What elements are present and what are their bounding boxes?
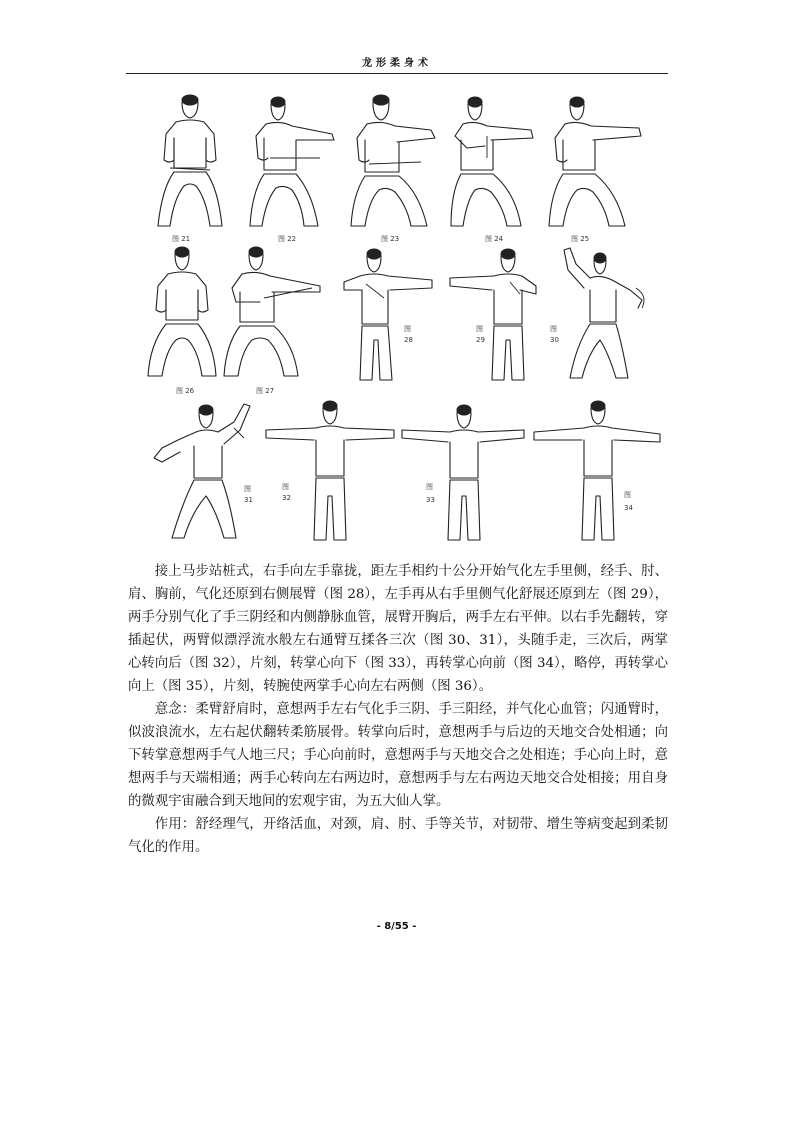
figure-31	[140, 396, 260, 546]
figure-32-label-top: 图	[282, 483, 289, 491]
figure-31-drawing	[140, 396, 260, 546]
figure-29-label-top: 图	[476, 325, 483, 333]
figure-27-drawing	[220, 240, 330, 390]
figure-34	[530, 396, 665, 546]
figure-24	[445, 88, 545, 243]
figure-32-label-num: 32	[282, 494, 291, 502]
figure-25-label: 图 25	[571, 235, 590, 243]
figure-30-drawing	[550, 240, 665, 390]
figure-29-label-num: 29	[476, 336, 485, 344]
figure-33-drawing	[400, 396, 530, 546]
figure-21-label: 图 21	[172, 235, 191, 243]
figure-32	[260, 396, 400, 546]
figure-33-label-num: 33	[426, 496, 435, 504]
figure-34-label-top: 图	[624, 491, 631, 499]
figure-25-drawing	[545, 88, 655, 238]
figure-29-drawing	[440, 240, 550, 390]
figure-28-label-num: 28	[404, 336, 413, 344]
figure-27	[220, 240, 330, 395]
paragraph-instructions: 接上马步站桩式，右手向左手靠拢，距左手相约十公分开始气化左手里侧，经手、肘、肩、胸前，气化还原到右侧展臂（图 28），左手再从右手里侧气化舒展还原到左（图 29），两手分别气化了手三阴经和内侧静脉血管，展臂开胸后，两手左右平伸。以右手先翻转，穿插起伏，两臂似漂浮流水般左右通臂互揉各三次（图 30、31），头随手走，三次后，两掌心转向后（图 32），片刻，转掌心向下（图 33），再转掌心向前（图 34），略停，再转掌心向上（图 35），片刻，转腕使两掌手心向左右两侧（图 36）。	[128, 564, 668, 694]
page-number: - 8/55 -	[376, 921, 417, 932]
figure-21	[140, 88, 240, 243]
figure-31-label-num: 31	[244, 496, 253, 504]
figure-32-drawing	[260, 396, 400, 546]
header-title: 龙形柔身术	[362, 58, 432, 69]
figure-30	[550, 240, 665, 390]
figure-grid	[140, 88, 670, 548]
figure-30-label-top: 图	[550, 325, 557, 333]
figure-30-label-num: 30	[550, 336, 559, 344]
figure-33-label-top: 图	[426, 483, 433, 491]
page-header	[126, 54, 668, 74]
figure-22-label: 图 22	[278, 235, 297, 243]
figure-26	[140, 240, 220, 395]
figure-28-drawing	[330, 240, 440, 390]
figure-34-label-num: 34	[624, 504, 633, 512]
figure-26-drawing	[140, 240, 220, 390]
header-rule	[126, 73, 668, 74]
figure-34-drawing	[530, 396, 665, 546]
paragraph-intention: 意念：柔臂舒肩时，意想两手左右气化手三阴、手三阳经，并气化心血管；闪通臂时，似波浪流水，左右起伏翻转柔筋展骨。转掌向后时，意想两手与后边的天地交合处相通；向下转掌意想两手气人地三尺；手心向前时，意想两手与天地交合之处相连；手心向上时，意想两手与天端相通；两手心转向左右两边时，意想两手与左右两边天地交合处相接；用自身的微观宇宙融合到天地间的宏观宇宙，为五大仙人掌。	[128, 702, 668, 809]
figure-25	[545, 88, 655, 243]
figure-23-label: 图 23	[381, 235, 400, 243]
body-text	[128, 560, 668, 859]
figure-24-label: 图 24	[485, 235, 504, 243]
figure-22-drawing	[240, 88, 345, 238]
figure-28-label-top: 图	[404, 325, 411, 333]
figure-21-drawing	[140, 88, 240, 238]
figure-26-label: 图 26	[176, 387, 195, 395]
figure-23	[345, 88, 445, 243]
figure-22	[240, 88, 345, 243]
figure-31-label-top: 图	[244, 485, 251, 493]
figure-28	[330, 240, 440, 390]
figure-33	[400, 396, 530, 546]
figure-29	[440, 240, 550, 390]
figure-24-drawing	[445, 88, 545, 238]
figure-23-drawing	[345, 88, 445, 238]
figure-27-label: 图 27	[256, 387, 275, 395]
paragraph-effect: 作用：舒经理气，开络活血，对颈，肩、肘、手等关节，对韧带、增生等病变起到柔韧气化的作用。	[128, 817, 668, 855]
